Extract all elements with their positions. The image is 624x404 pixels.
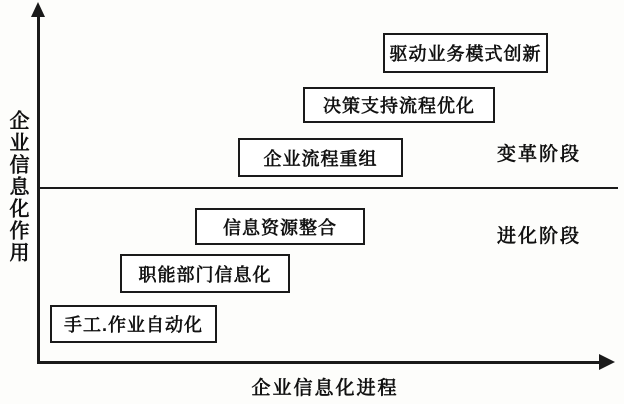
y-axis-line [37, 14, 40, 364]
stage-box-information-integration: 信息资源整合 [195, 208, 365, 245]
phase-divider-line [37, 187, 618, 189]
stage-box-department-informatization: 职能部门信息化 [120, 254, 290, 293]
x-axis-line [37, 361, 602, 364]
x-axis-arrow-icon [599, 354, 615, 370]
x-axis-label: 企业信息化进程 [251, 378, 399, 399]
stage-box-manual-automation: 手工.作业自动化 [50, 305, 217, 343]
y-axis-label: 企业信息化作用 [6, 110, 28, 264]
phase-label-transformation: 变革阶段 [497, 144, 582, 165]
stage-box-decision-support-optimization: 决策支持流程优化 [303, 87, 495, 123]
stage-box-process-reengineering: 企业流程重组 [238, 138, 403, 177]
y-axis-arrow-icon [31, 2, 45, 17]
stage-box-business-model-innovation: 驱动业务模式创新 [383, 33, 548, 73]
phase-label-evolution: 进化阶段 [497, 226, 582, 247]
